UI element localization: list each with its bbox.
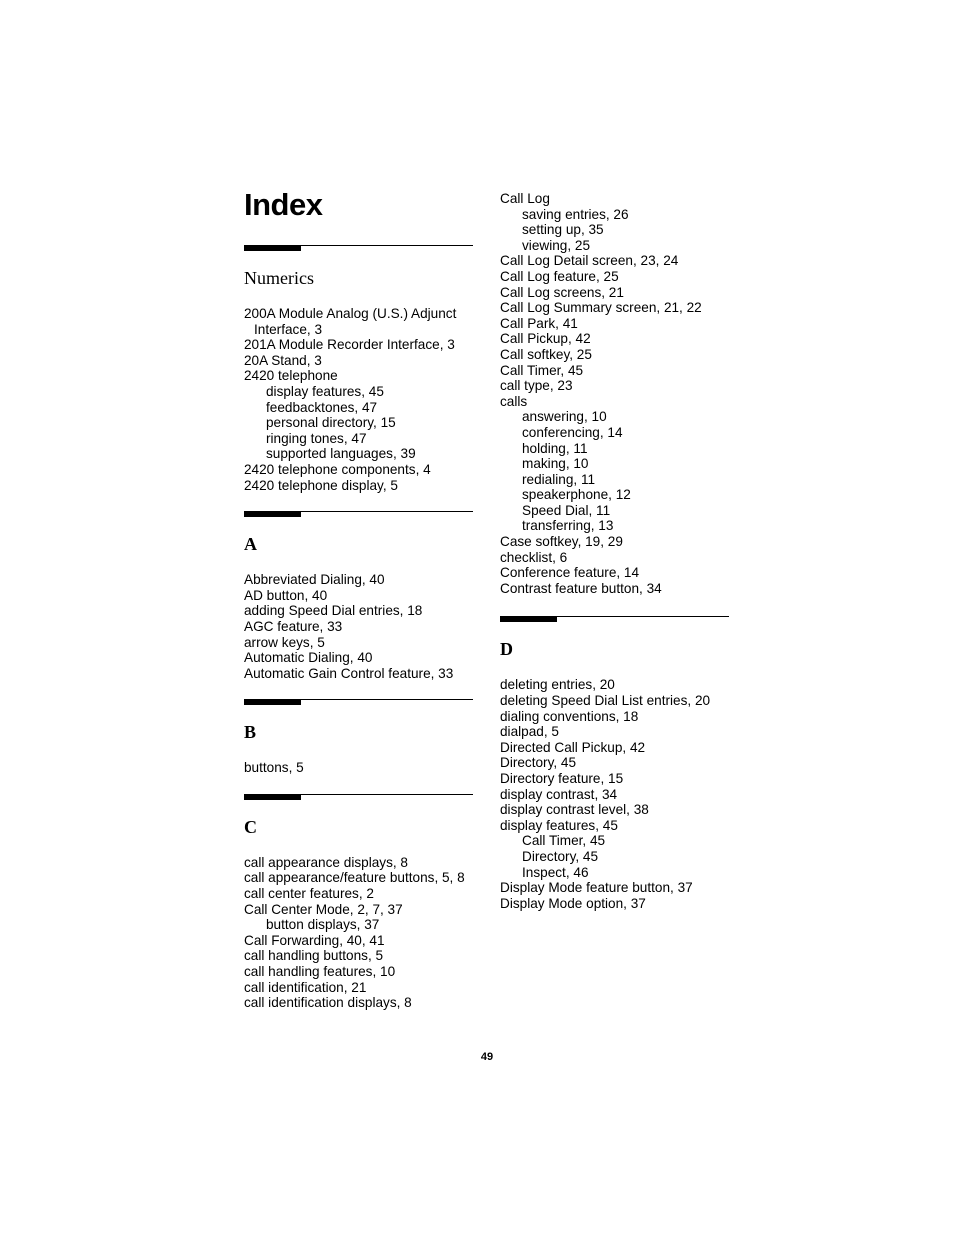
index-subentry: saving entries, 26	[522, 206, 629, 222]
index-entry: display contrast, 34	[500, 786, 618, 802]
index-entry: 2420 telephone components, 4	[244, 461, 431, 477]
index-entry: adding Speed Dial entries, 18	[244, 603, 423, 619]
section-rule	[244, 699, 473, 706]
index-entry: call handling features, 10	[244, 964, 396, 980]
page-title: Index	[244, 187, 323, 222]
index-entry: AD button, 40	[244, 587, 328, 603]
index-section-numerics	[244, 245, 484, 511]
index-subentry: display features, 45	[266, 383, 384, 399]
index-entry: dialpad, 5	[500, 724, 559, 740]
index-entry: Call Timer, 45	[500, 362, 584, 378]
section-heading: Numerics	[244, 268, 314, 288]
index-entry: call identification, 21	[244, 979, 367, 995]
index-entry: Directory, 45	[500, 755, 577, 771]
index-subentry: ringing tones, 47	[266, 430, 367, 446]
index-entry: Conference feature, 14	[500, 565, 640, 581]
index-subentry: setting up, 35	[522, 222, 604, 238]
index-entry: Contrast feature button, 34	[500, 580, 662, 596]
index-entry: Call Forwarding, 40, 41	[244, 932, 385, 948]
index-entry: Display Mode feature button, 37	[500, 880, 693, 896]
index-entry: call type, 23	[500, 378, 573, 394]
index-entry: display contrast level, 38	[500, 802, 649, 818]
index-entry: deleting Speed Dial List entries, 20	[500, 693, 711, 709]
index-entry: Case softkey, 19, 29	[500, 534, 623, 550]
section-heading: A	[244, 534, 257, 555]
index-subentry: viewing, 25	[522, 237, 591, 253]
index-section-a	[244, 511, 484, 699]
index-entry: Call Log Summary screen, 21, 22	[500, 300, 702, 316]
index-entry: Automatic Dialing, 40	[244, 650, 373, 666]
index-section-b	[244, 699, 484, 794]
index-subentry: making, 10	[522, 456, 589, 472]
index-entry: Call Log Detail screen, 23, 24	[500, 253, 679, 269]
index-entry: 2420 telephone display, 5	[244, 477, 398, 493]
index-entry: Automatic Gain Control feature, 33	[244, 665, 454, 681]
index-entry: arrow keys, 5	[244, 634, 325, 650]
index-subentry: conferencing, 14	[522, 424, 623, 440]
section-heading: C	[244, 816, 257, 837]
index-subentry: answering, 10	[522, 409, 607, 425]
section-rule	[244, 245, 473, 252]
index-entry: call handling buttons, 5	[244, 948, 384, 964]
index-column-left	[244, 245, 484, 1029]
index-entry: AGC feature, 33	[244, 618, 343, 634]
index-subentry: button displays, 37	[266, 917, 380, 933]
index-entry: Call Log feature, 25	[500, 268, 619, 284]
index-entry: Call Park, 41	[500, 315, 578, 331]
index-section-d	[500, 616, 740, 929]
index-entry: Call Pickup, 42	[500, 331, 591, 347]
index-subentry: speakerphone, 12	[522, 487, 631, 503]
index-entry: Abbreviated Dialing, 40	[244, 572, 385, 588]
index-entry: dialing conventions, 18	[500, 708, 639, 724]
entry-list	[500, 191, 740, 596]
index-entry: 200A Module Analog (U.S.) Adjunct Interface, 3	[244, 306, 457, 337]
index-entry: call appearance/feature buttons, 5, 8	[244, 870, 465, 886]
index-subentry: supported languages, 39	[266, 446, 416, 462]
index-subentry: personal directory, 15	[266, 415, 396, 431]
index-entry: call appearance displays, 8	[244, 854, 408, 870]
index-entry: Call softkey, 25	[500, 346, 592, 362]
index-subentry: Call Timer, 45	[522, 833, 606, 849]
section-rule	[500, 616, 729, 623]
index-entry: 201A Module Recorder Interface, 3	[244, 337, 455, 353]
index-subentry: Speed Dial, 11	[522, 502, 611, 518]
index-section-c	[244, 794, 484, 1029]
index-entry: calls	[500, 393, 528, 409]
index-subentry: feedbacktones, 47	[266, 399, 378, 415]
index-subentry: redialing, 11	[522, 471, 596, 487]
index-entry: Call Center Mode, 2, 7, 37	[244, 901, 403, 917]
index-entry: checklist, 6	[500, 549, 568, 565]
section-heading: D	[500, 639, 513, 660]
section-rule	[244, 794, 473, 801]
index-entry: call center features, 2	[244, 886, 374, 902]
index-entry: Display Mode option, 37	[500, 895, 646, 911]
section-heading: B	[244, 722, 257, 743]
index-entry: call identification displays, 8	[244, 995, 412, 1011]
index-entry: deleting entries, 20	[500, 677, 615, 693]
section-rule	[244, 511, 473, 518]
page-number: 49	[480, 1051, 494, 1063]
index-entry: display features, 45	[500, 817, 618, 833]
index-entry: 2420 telephone	[244, 368, 338, 384]
index-subentry: holding, 11	[522, 440, 588, 456]
index-entry: Call Log	[500, 191, 550, 206]
entry-list	[244, 855, 484, 1011]
entry-list	[500, 677, 740, 911]
index-entry: buttons, 5	[244, 760, 304, 776]
entry-list	[244, 306, 484, 493]
index-entry: Directed Call Pickup, 42	[500, 739, 646, 755]
index-entry: 20A Stand, 3	[244, 352, 322, 368]
index-entry: Call Log screens, 21	[500, 284, 624, 300]
index-subentry: Inspect, 46	[522, 864, 589, 880]
index-subentry: transferring, 13	[522, 518, 614, 534]
entry-list	[244, 572, 484, 681]
index-subentry: Directory, 45	[522, 848, 599, 864]
index-column-right	[500, 191, 740, 929]
entry-list	[244, 760, 484, 776]
index-entry: Directory feature, 15	[500, 771, 624, 786]
